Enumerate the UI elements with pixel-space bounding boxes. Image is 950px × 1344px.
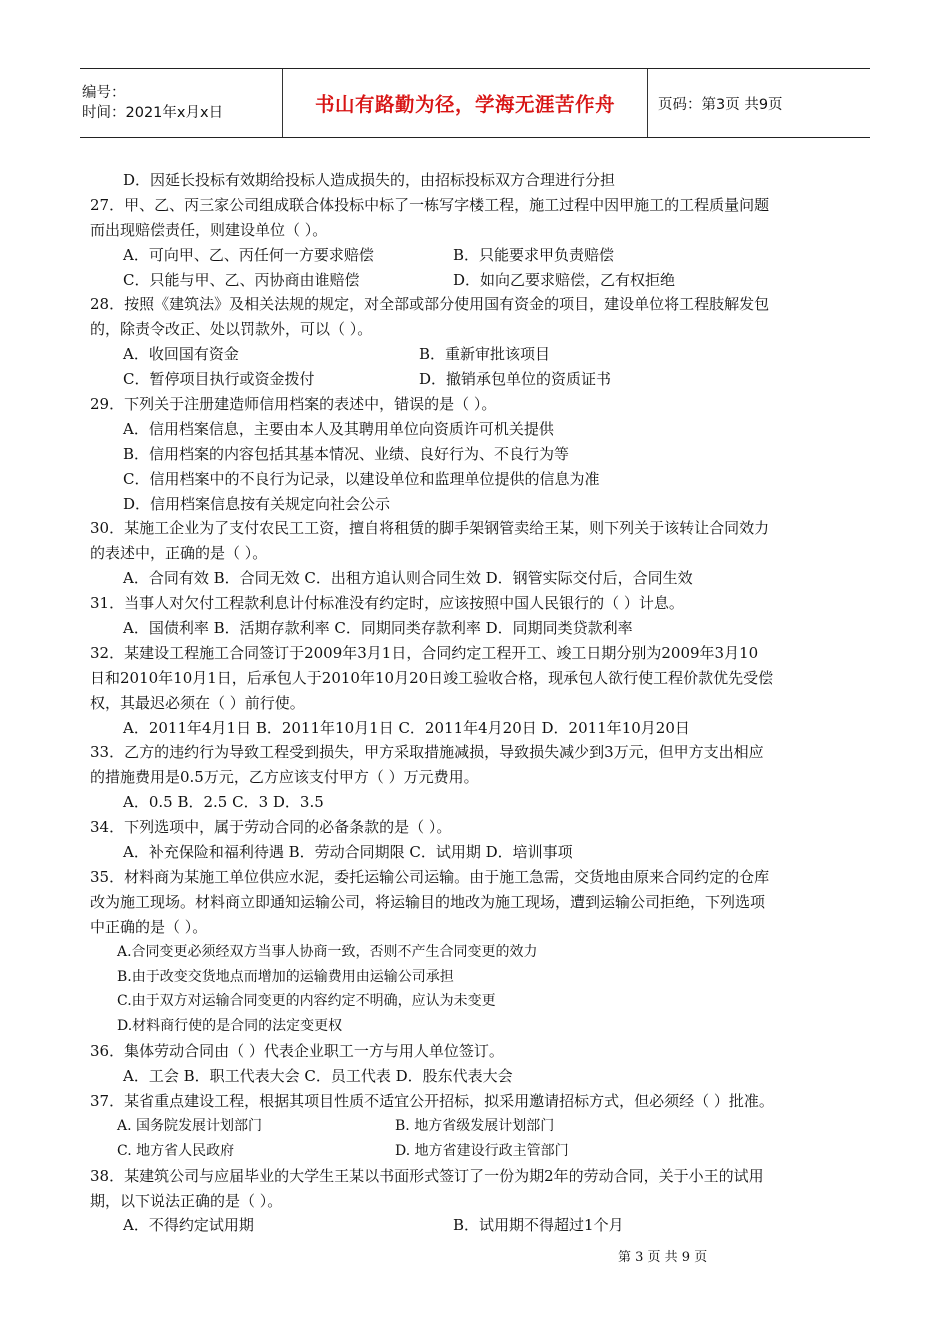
option-c: C. 地方省人民政府 — [117, 1142, 235, 1159]
question-line: 日和2010年10月1日，后承包人于2010年10月20日竣工验收合格，现承包人欲行使工程价款优先受偿 — [90, 668, 774, 687]
question-line: 的措施费用是0.5万元，乙方应该支付甲方（ ）万元费用。 — [90, 768, 479, 787]
option-row — [90, 367, 870, 392]
question-28: 28．按照《建筑法》及相关法规的规定，对全部或部分使用国有资金的项目，建设单位将工程肢解发包 — [90, 295, 770, 314]
option-line: A．工会 B．职工代表大会 C．员工代表 D．股东代表大会 — [123, 1067, 513, 1086]
question-31: 31．当事人对欠付工程款利息计付标准没有约定时，应该按照中国人民银行的（ ）计息。 — [90, 594, 684, 613]
option-c: C.由于双方对运输合同变更的内容约定不明确，应认为未变更 — [117, 993, 496, 1010]
option-line: A．0.5 B．2.5 C．3 D．3.5 — [123, 793, 324, 812]
header-page-cell — [648, 69, 870, 137]
option-a: A．可向甲、乙、丙任何一方要求赔偿 — [123, 245, 374, 264]
option-d: D.材料商行使的是合同的法定变更权 — [117, 1018, 343, 1035]
option-a: A．信用档案信息，主要由本人及其聘用单位向资质许可机关提供 — [123, 419, 554, 438]
option-c: C．信用档案中的不良行为记录，以建设单位和监理单位提供的信息为准 — [123, 469, 600, 488]
question-29: 29．下列关于注册建造师信用档案的表述中，错误的是（ ）。 — [90, 395, 497, 414]
footer-page-number: 第 3 页 共 9 页 — [618, 1250, 708, 1265]
question-line: 中正确的是（ ）。 — [90, 917, 208, 936]
option-c: C．暂停项目执行或资金拨付 — [123, 370, 315, 389]
option-row — [90, 243, 870, 268]
exam-content — [90, 168, 870, 1238]
option-line: D．因延长投标有效期给投标人造成损失的，由招标投标双方合理进行分担 — [123, 171, 616, 189]
option-b: B．重新审批该项目 — [419, 345, 551, 364]
question-32: 32．某建设工程施工合同签订于2009年3月1日，合同约定工程开工、竣工日期分别为2009年3月10 — [90, 643, 759, 662]
question-line: 期，以下说法正确的是（ ）。 — [90, 1191, 283, 1210]
option-row — [90, 1139, 870, 1164]
option-a: A．不得约定试用期 — [123, 1216, 254, 1235]
option-d: D. 地方省建设行政主管部门 — [395, 1142, 569, 1159]
option-b: B．只能要求甲负责赔偿 — [453, 245, 615, 264]
document-header — [80, 68, 870, 138]
option-d: D．信用档案信息按有关规定向社会公示 — [123, 494, 391, 513]
option-line: A．2011年4月1日 B．2011年10月1日 C．2011年4月20日 D．2011年10月20日 — [123, 718, 690, 737]
option-d: D．撤销承包单位的资质证书 — [419, 370, 612, 389]
option-b: B．试用期不得超过1个月 — [453, 1216, 624, 1235]
question-37: 37．某省重点建设工程，根据其项目性质不适宜公开招标，拟采用邀请招标方式，但必须经（ ）批准。 — [90, 1091, 774, 1110]
option-row — [90, 268, 870, 293]
option-row — [90, 1213, 870, 1238]
header-motto: 书山有路勤为径，学海无涯苦作舟 — [314, 93, 615, 116]
question-30: 30．某施工企业为了支付农民工工资，擅自将租赁的脚手架钢管卖给王某，则下列关于该转让合同效力 — [90, 519, 770, 538]
question-35: 35．材料商为某施工单位供应水泥，委托运输公司运输。由于施工急需，交货地由原来合同约定的仓库 — [90, 867, 770, 886]
option-row — [90, 342, 870, 367]
document-date: 时间：2021年x月x日 — [82, 105, 224, 121]
option-line: A．国债利率 B．活期存款利率 C．同期同类存款利率 D．同期同类贷款利率 — [123, 619, 633, 638]
header-page-info: 页码：第3页 共9页 — [658, 96, 783, 113]
option-a: A．收回国有资金 — [123, 345, 239, 364]
option-line: A．补充保险和福利待遇 B．劳动合同期限 C．试用期 D．培训事项 — [123, 843, 573, 862]
option-a: A.合同变更必须经双方当事人协商一致，否则不产生合同变更的效力 — [117, 943, 538, 960]
question-33: 33．乙方的违约行为导致工程受到损失，甲方采取措施减损，导致损失减少到3万元，但甲方支出相应 — [90, 743, 764, 762]
question-34: 34．下列选项中，属于劳动合同的必备条款的是（ ）。 — [90, 818, 452, 837]
option-b: B．信用档案的内容包括其基本情况、业绩、良好行为、不良行为等 — [123, 444, 570, 463]
question-36: 36．集体劳动合同由（ ）代表企业职工一方与用人单位签订。 — [90, 1042, 504, 1061]
option-row — [90, 1114, 870, 1139]
option-d: D．如向乙要求赔偿，乙有权拒绝 — [453, 270, 676, 289]
option-b: B.由于改变交货地点而增加的运输费用由运输公司承担 — [117, 968, 454, 985]
question-27: 27．甲、乙、丙三家公司组成联合体投标中标了一栋写字楼工程，施工过程中因甲施工的工程质量问题 — [90, 195, 770, 214]
option-b: B. 地方省级发展计划部门 — [395, 1117, 555, 1134]
option-c: C．只能与甲、乙、丙协商由谁赔偿 — [123, 270, 360, 289]
question-line: 的，除责令改正、处以罚款外，可以（ ）。 — [90, 320, 373, 339]
question-line: 改为施工现场。材料商立即通知运输公司，将运输目的地改为施工现场，遭到运输公司拒绝，下列选项 — [90, 892, 766, 911]
question-line: 的表述中，正确的是（ ）。 — [90, 544, 268, 563]
option-line: A．合同有效 B．合同无效 C．出租方追认则合同生效 D．钢管实际交付后，合同生效 — [123, 569, 693, 588]
header-motto-cell — [283, 69, 648, 137]
question-line: 权，其最迟必须在（ ）前行使。 — [90, 693, 305, 712]
option-a: A. 国务院发展计划部门 — [117, 1117, 263, 1134]
document-number-label: 编号： — [82, 85, 126, 101]
question-38: 38．某建筑公司与应届毕业的大学生王某以书面形式签订了一份为期2年的劳动合同，关于小王的试用 — [90, 1166, 764, 1185]
header-left-cell — [80, 69, 283, 137]
question-line: 而出现赔偿责任，则建设单位（ ）。 — [90, 220, 328, 239]
